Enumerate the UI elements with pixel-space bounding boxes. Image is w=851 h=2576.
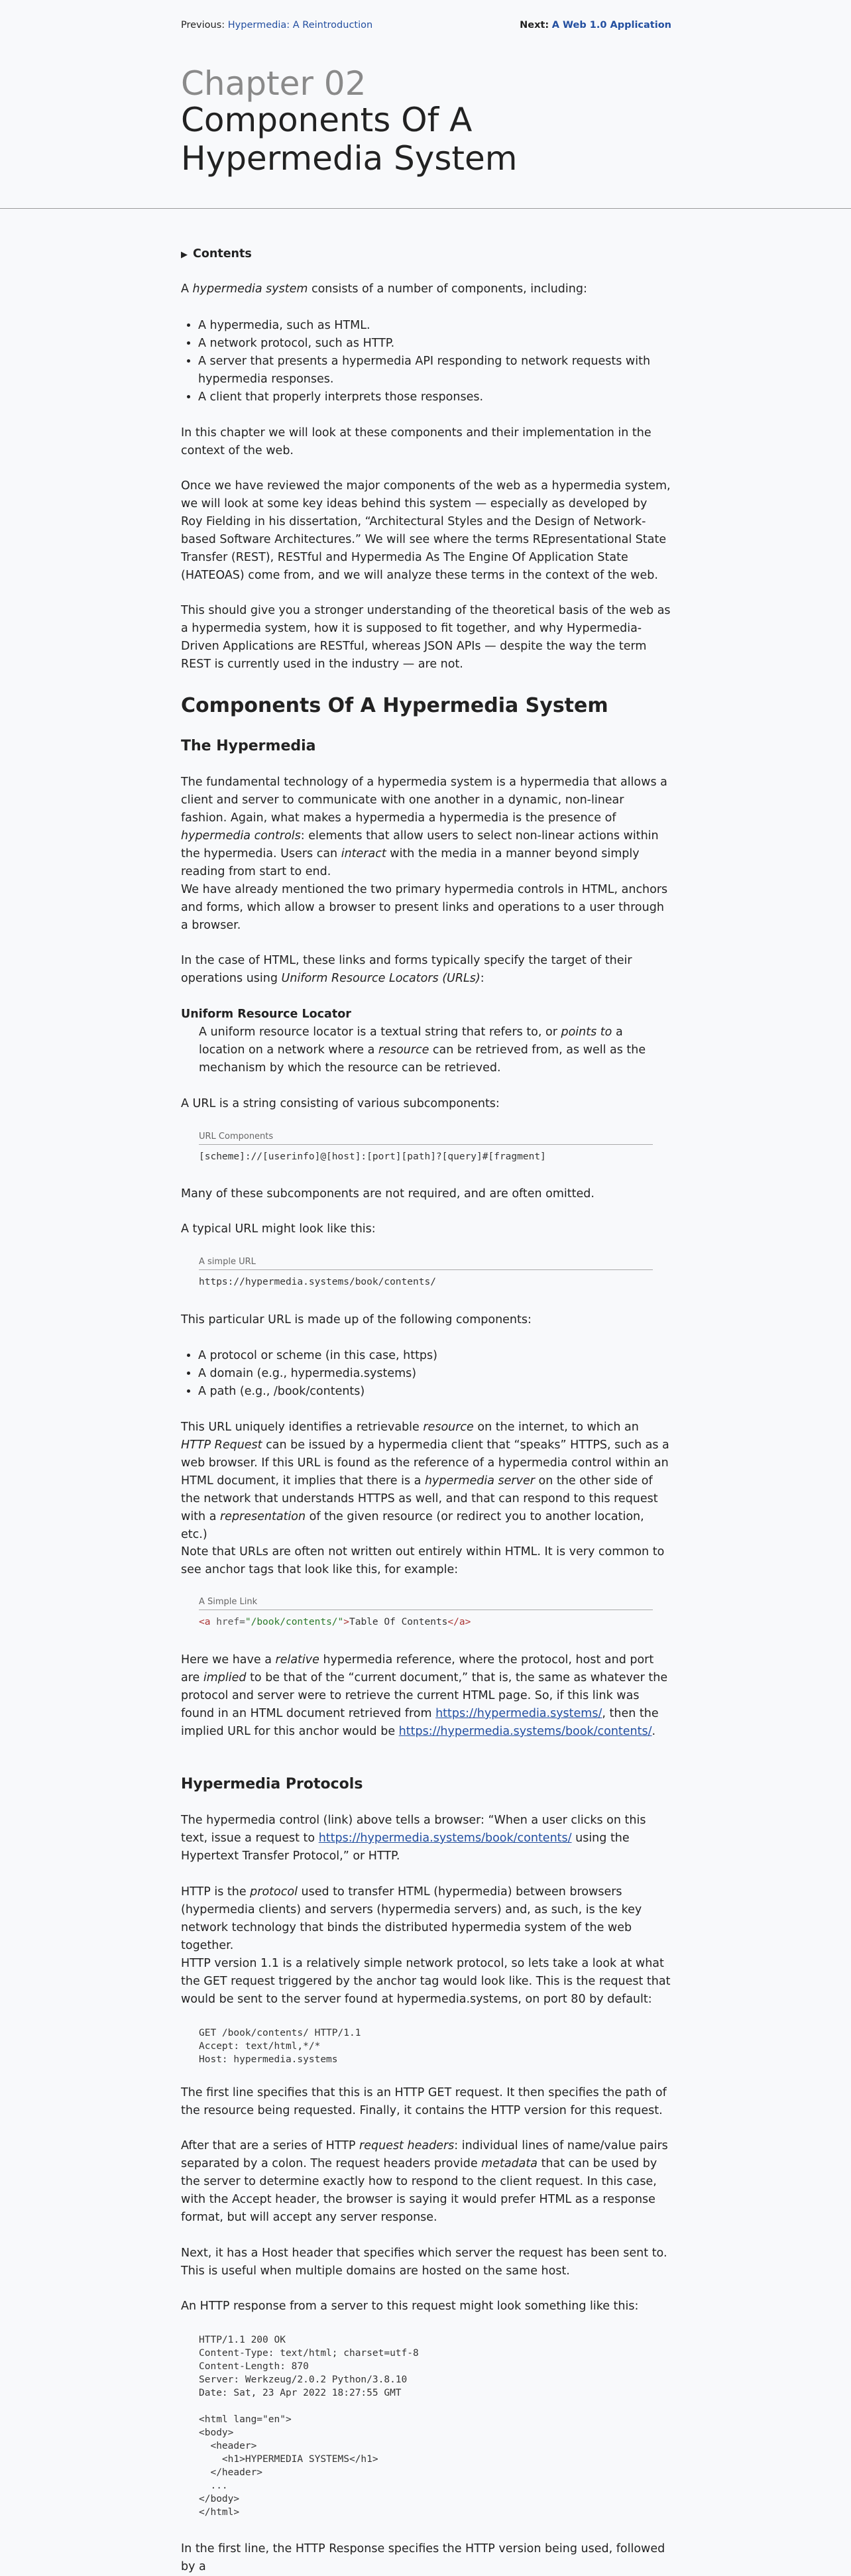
subcomponents-note: Many of these subcomponents are not required, and are often omitted.: [181, 1187, 595, 1200]
protocols-paragraph-5: After that are a series of HTTP request headers: individual lines of name/value pairs separated by a colon. The request headers provide metadata that can be used by the server to determine exactly how to respond to the client request. In this case, with the Accept header, the browser is saying it would prefer HTML as a response format, but will accept any server response.: [181, 2139, 668, 2224]
contents-label: Contents: [193, 247, 252, 261]
relative-reference-paragraph: Here we have a relative hypermedia reference, where the protocol, host and port are implied to be that of the “current document,” that is, the same as whatever the protocol and server were to retrieve the current HTML page. So, if this link was found in an HTML document retrieved from https://hypermedia.systems/, then the implied URL for this anchor would be https://hypermedia.systems/book/contents/.: [181, 1653, 668, 1738]
list-item: • A protocol or scheme (in this case, https): [198, 1347, 671, 1365]
protocols-paragraph-6: Next, it has a Host header that specifies which server the request has been sent to. This is useful when multiple domains are hosted on the same host.: [181, 2247, 667, 2278]
previous-chapter: [181, 17, 372, 34]
list-item: • A domain (e.g., hypermedia.systems): [198, 1365, 671, 1383]
hypermedia-systems-link[interactable]: https://hypermedia.systems/: [435, 1707, 602, 1720]
code-block: [scheme]://[userinfo]@[host]:[port][path]?[query]#[fragment]: [199, 1151, 546, 1162]
protocols-paragraph-2: HTTP is the protocol used to transfer HTML (hypermedia) between browsers (hypermedia clients) and servers (hypermedia servers) and, as such, is the key network technology that binds the distributed hypermedia system of the web together.: [181, 1885, 642, 1952]
figure-caption: A simple URL: [199, 1256, 653, 1270]
protocols-paragraph-4: The first line specifies that this is an HTTP GET request. It then specifies the path of the resource being requested. Finally, it contains the HTTP version for this request.: [181, 2086, 667, 2117]
previous-label: Previous:: [181, 20, 225, 30]
code-block: https://hypermedia.systems/book/contents/: [199, 1277, 436, 1287]
hypermedia-paragraph-1: The fundamental technology of a hypermedia system is a hypermedia that allows a client and server to communicate with one another in a dynamic, non-linear fashion. Again, what makes a hypermedia a hypermedia is the presence of hypermedia controls: elements that allow users to select non-linear actions within the hypermedia. Users can interact with the media in a manner beyond simply reading from start to end.: [181, 776, 667, 878]
code-block: HTTP/1.1 200 OK Content-Type: text/html; charset=utf-8 Content-Length: 870 Server: Werkzeug/2.0.2 Python/3.8.10 Date: Sat, 23 Apr 2022 18:27:55 GMT <html lang="en"> <body> <header> <h1>HYPERMEDIA SYSTEMS</h1> </header> ... </body> </html>: [199, 2335, 419, 2518]
list-item: • A path (e.g., /book/contents): [198, 1383, 671, 1401]
book-contents-link[interactable]: https://hypermedia.systems/book/contents/: [318, 1832, 572, 1845]
url-resource-paragraph: This URL uniquely identifies a retrievable resource on the internet, to which an HTTP Request can be issued by a hypermedia client that “speaks” HTTPS, such as a web browser. If this URL is found as the reference of a hypermedia control within an HTML document, it implies that there is a hypermedia server on the other side of the network that understands HTTPS as well, and that can respond to this request with a representation of the given resource (or redirect you to another location, etc.): [181, 1421, 669, 1541]
typical-url-intro: A typical URL might look like this:: [181, 1222, 376, 1236]
url-components-intro: This particular URL is made up of the following components:: [181, 1313, 532, 1326]
protocols-paragraph-7: An HTTP response from a server to this request might look something like this:: [181, 2300, 639, 2313]
http-request-code: [199, 2026, 653, 2066]
contents-toggle[interactable]: [181, 245, 671, 264]
relative-url-intro: Note that URLs are often not written out entirely within HTML. It is very common to see anchor tags that look like this, for example:: [181, 1545, 665, 1576]
section-heading-protocols: Hypermedia Protocols: [181, 1776, 363, 1792]
chapter-nav: [181, 17, 671, 34]
http-response-code: [199, 2333, 653, 2519]
protocols-paragraph-8: In the first line, the HTTP Response specifies the HTTP version being used, followed by a: [181, 2542, 665, 2573]
previous-chapter-link[interactable]: Hypermedia: A Reintroduction: [227, 20, 373, 30]
book-contents-link[interactable]: https://hypermedia.systems/book/contents/: [398, 1725, 652, 1738]
url-subcomponents-intro: A URL is a string consisting of various subcomponents:: [181, 1097, 500, 1110]
chapter-number: Chapter 02: [181, 64, 367, 103]
intro-paragraph-1: A hypermedia system consists of a number of components, including:: [181, 282, 587, 296]
figure-caption: URL Components: [199, 1131, 653, 1145]
url-component-list: [181, 1347, 671, 1401]
hypermedia-paragraph-2: We have already mentioned the two primary hypermedia controls in HTML, anchors and forms, which allow a browser to present links and operations to a user through a browser.: [181, 883, 668, 932]
intro-paragraph-3: Once we have reviewed the major components of the web as a hypermedia system, we will look at some key ideas behind this system — especially as developed by Roy Fielding in his dissertation, “Architectural Styles and the Design of Network-based Software Architectures.” We will see where the terms REpresentational State Transfer (REST), RESTful and Hypermedia As The Engine Of Application State (HATEOAS) come from, and we will analyze these terms in the context of the web.: [181, 479, 671, 582]
section-heading-components: Components Of A Hypermedia System: [181, 694, 608, 717]
url-components-figure: [199, 1131, 653, 1163]
intro-component-list: [181, 317, 671, 406]
url-definition: [181, 1006, 671, 1077]
hypermedia-paragraph-3: In the case of HTML, these links and forms typically specify the target of their operations using Uniform Resource Locators (URLs):: [181, 954, 632, 985]
list-item: • A client that properly interprets those responses.: [198, 388, 671, 406]
next-chapter-link[interactable]: A Web 1.0 Application: [551, 20, 671, 30]
simple-url-figure: [199, 1256, 653, 1289]
next-chapter: [520, 17, 671, 34]
code-block: GET /book/contents/ HTTP/1.1 Accept: text/html,*/* Host: hypermedia.systems: [199, 2028, 361, 2065]
simple-link-figure: [199, 1596, 653, 1629]
subsection-heading-hypermedia: The Hypermedia: [181, 738, 316, 754]
definition-body: A uniform resource locator is a textual string that refers to, or points to a location on a network where a resource can be retrieved from, as well as the mechanism by which the resource can be retrieved.: [199, 1025, 646, 1075]
intro-paragraph-2: In this chapter we will look at these components and their implementation in the context of the web.: [181, 426, 652, 457]
next-label: Next:: [520, 20, 549, 30]
chapter-title: Components Of A Hypermedia System: [181, 101, 518, 178]
disclosure-triangle-icon: ▶: [181, 250, 188, 260]
figure-caption: A Simple Link: [199, 1596, 653, 1610]
header-divider: [0, 208, 851, 209]
intro-paragraph-4: This should give you a stronger understanding of the theoretical basis of the web as a hypermedia system, how it is supposed to fit together, and why Hypermedia-Driven Applications are RESTful, whereas JSON APIs — despite the way the term REST is currently used in the industry — are not.: [181, 604, 671, 671]
list-item: • A hypermedia, such as HTML.: [198, 317, 671, 335]
protocols-paragraph-1: The hypermedia control (link) above tells a browser: “When a user clicks on this text, issue a request to https://hypermedia.systems/book/contents/ using the Hypertext Transfer Protocol,” or HTTP.: [181, 1814, 646, 1863]
definition-term: Uniform Resource Locator: [181, 1008, 351, 1021]
list-item: • A network protocol, such as HTTP.: [198, 335, 671, 353]
protocols-paragraph-3: HTTP version 1.1 is a relatively simple network protocol, so lets take a look at what the GET request triggered by the anchor tag would look like. This is the request that would be sent to the server found at hypermedia.systems, on port 80 by default:: [181, 1957, 671, 2006]
code-block: <a href="/book/contents/">Table Of Contents</a>: [199, 1617, 471, 1627]
list-item: • A server that presents a hypermedia API responding to network requests with hypermedia responses.: [198, 353, 671, 388]
